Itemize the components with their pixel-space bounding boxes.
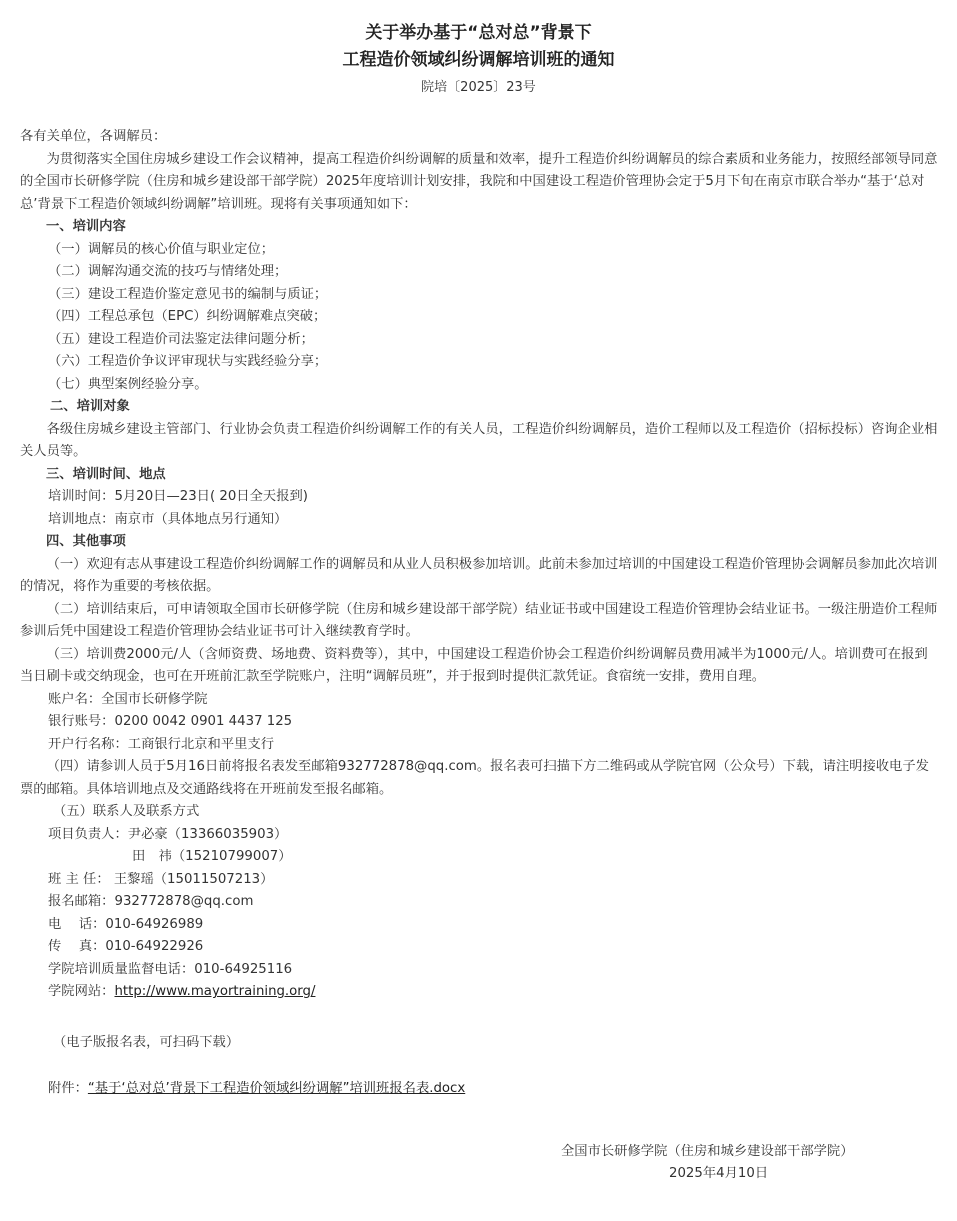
list-item: （六）工程造价争议评审现状与实践经验分享； xyxy=(48,354,328,369)
list-item: （七）典型案例经验分享。 xyxy=(48,376,208,392)
spacer xyxy=(20,1054,938,1078)
other-item-2: （二）培训结束后，可申请领取全国市长研修学院（住房和城乡建设部干部学院）结业证书或中国建设工程造价管理协会结业证书。一级注册造价工程师参训后凭中国建设工程造价管理协会结业证书可计入继续教育学时。 xyxy=(20,601,938,639)
section-heading-audience: 二、培训对象 xyxy=(50,399,130,414)
list-item: （一）调解员的核心价值与职业定位； xyxy=(48,241,275,257)
list-item: （四）工程总承包（EPC）纠纷调解难点突破； xyxy=(48,309,327,324)
training-place: 培训地点：南京市（具体地点另行通知） xyxy=(48,511,288,527)
training-time: 培训时间：5月20日—23日( 20日全天报到) xyxy=(48,489,308,504)
website-line xyxy=(20,981,938,1004)
document-title-line1: 关于举办基于“总对总”背景下 xyxy=(365,23,592,43)
contact-fax: 传 真：010-64922926 xyxy=(48,939,204,954)
website-label: 学院网站： xyxy=(48,984,115,999)
other-item-1: （一）欢迎有志从事建设工程造价纠纷调解工作的调解员和从业人员积极参加培训。此前未参加过培训的中国建设工程造价管理协会调解员参加此次培训的情况，将作为重要的考核依据。 xyxy=(20,556,938,594)
contact-phone: 电 话：010-64926989 xyxy=(48,916,204,932)
account-name: 账户名：全国市长研修学院 xyxy=(48,691,208,707)
other-item-3: （三）培训费2000元/人（含师资费、场地费、资料费等），其中，中国建设工程造价协会工程造价纠纷调解员费用减半为1000元/人。培训费可在报到当日刷卡或交纳现金，也可在开班前汇款至学院账户，注明“调解员班”，并于报到时提供汇款凭证。食宿统一安排，费用自理。 xyxy=(20,646,928,684)
document-title-line2: 工程造价领域纠纷调解培训班的通知 xyxy=(342,50,615,70)
attachment-link[interactable]: “基于‘总对总’背景下工程造价领域纠纷调解”培训班报名表.docx xyxy=(87,1081,466,1096)
bank-name: 开户行名称：工商银行北京和平里支行 xyxy=(48,736,275,752)
account-number: 银行账号：0200 0042 0901 4437 125 xyxy=(48,714,293,729)
qr-caption: （电子版报名表，可扫码下载） xyxy=(53,1034,240,1050)
audience-paragraph: 各级住房城乡建设主管部门、行业协会负责工程造价纠纷调解工作的有关人员，工程造价纠纷调解员，造价工程师以及工程造价（招标投标）咨询企业相关人员等。 xyxy=(20,421,938,459)
section-heading-other: 四、其他事项 xyxy=(46,534,126,549)
salutation: 各有关单位，各调解员： xyxy=(20,129,167,144)
list-item: （三）建设工程造价鉴定意见书的编制与质证； xyxy=(48,286,328,302)
section-heading-time-place: 三、培训时间、地点 xyxy=(46,466,166,482)
section-heading-content: 一、培训内容 xyxy=(46,219,126,234)
contact-lead-2: 田 祎（15210799007） xyxy=(132,849,292,864)
contact-lead: 项目负责人：尹必豪（13366035903） xyxy=(48,826,288,842)
list-item: （五）建设工程造价司法鉴定法律问题分析； xyxy=(48,331,314,347)
other-item-5: （五）联系人及联系方式 xyxy=(53,804,200,819)
website-link[interactable]: http://www.mayortraining.org/ xyxy=(114,984,316,999)
contact-email: 报名邮箱：932772878@qq.com xyxy=(48,894,254,909)
list-item: （二）调解沟通交流的技巧与情绪处理； xyxy=(48,264,288,279)
contact-class-head: 班 主 任： 王黎瑶（15011507213） xyxy=(48,871,274,887)
signature-date: 2025年4月10日 xyxy=(669,1166,769,1181)
spacer xyxy=(20,1004,938,1032)
attachment-line xyxy=(20,1078,938,1101)
other-item-4: （四）请参训人员于5月16日前将报名表发至邮箱932772878@qq.com。报名表可扫描下方二维码或从学院官网（公众号）下载，请注明接收电子发票的邮箱。具体培训地点及交通路线将在开班前发至报名邮箱。 xyxy=(20,759,929,797)
attachment-label: 附件： xyxy=(48,1081,88,1096)
document-body xyxy=(20,126,938,1101)
intro-paragraph: 为贯彻落实全国住房城乡建设工作会议精神，提高工程造价纠纷调解的质量和效率，提升工程造价纠纷调解员的综合素质和业务能力，按照经部领导同意的全国市长研修学院（住房和城乡建设部干部学院）2025年度培训计划安排，我院和中国建设工程造价管理协会定于5月下旬在南京市联合举办“基于‘总对总’背景下工程造价领域纠纷调解”培训班。现将有关事项通知如下： xyxy=(20,151,938,212)
contact-supervision: 学院培训质量监督电话：010-64925116 xyxy=(48,961,293,977)
signature-organization: 全国市长研修学院（住房和城乡建设部干部学院） xyxy=(561,1144,854,1159)
document-number: 院培〔2025〕23号 xyxy=(421,80,536,95)
